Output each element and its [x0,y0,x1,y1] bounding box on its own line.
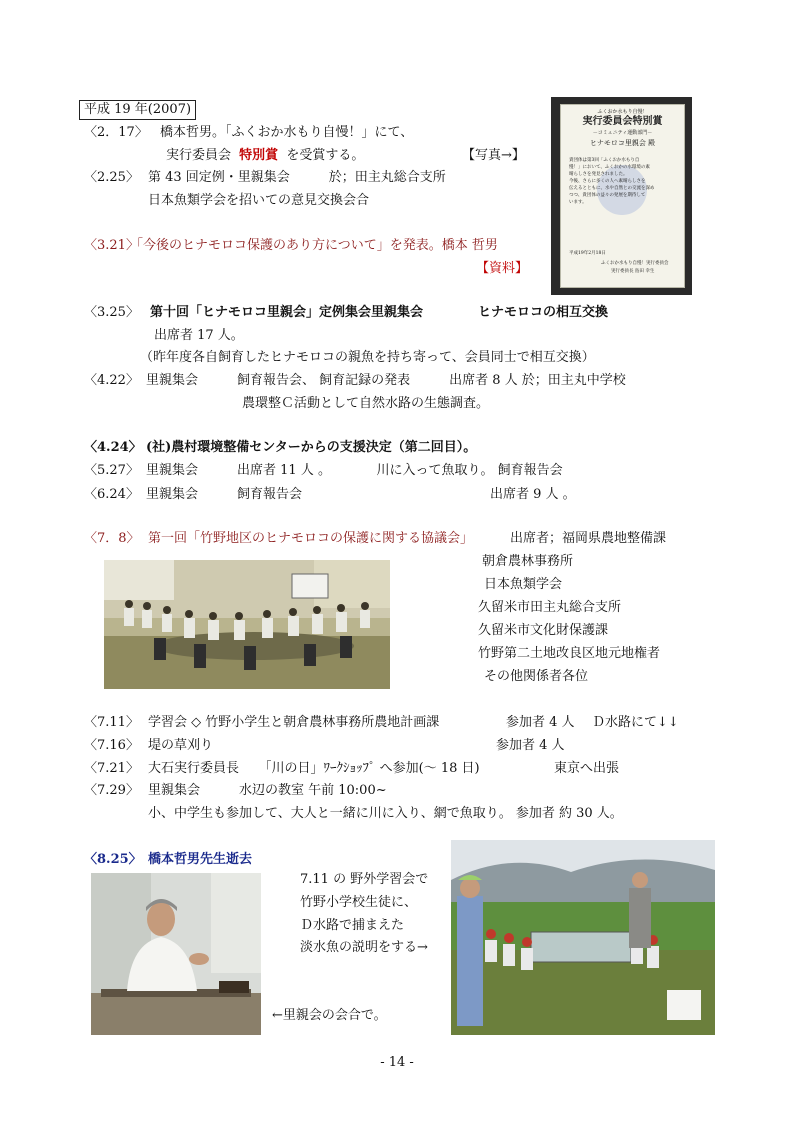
entry-place-0711: Ｄ水路にて↓↓ [592,715,679,730]
entry-text-0321: 「今後のヒナモロコ保護のあり方について」を発表。橋本 哲男 [130,238,498,253]
entry-text-0708: 第一回「竹野地区のヒナモロコの保護に関する協議会」 [148,531,474,546]
entry-text-0225-line2: 日本魚類学会を招いての意見交換会合 [148,193,370,208]
attendee-item: その他関係者各位 [484,669,589,684]
certificate-signer: 実行委員長 島田 幸生 [611,269,655,274]
entry-note-0325: （昨年度各自飼育したヒナモロコの親魚を持ち寄って、会員同士で相互交換） [140,350,595,365]
entry-text-0225: 第 43 回定例・里親集会 於；田主丸総合支所 [148,170,446,185]
entry-text-0217: 橋本哲男。「ふくおか水もり自慢！」にて、 [160,125,414,140]
entry-text-0325: 第十回「ヒナモロコ里親会」定例集会里親集会 [150,305,424,320]
portrait-image [91,873,261,1035]
entry-date-0716: 〈7.16〉 [84,738,139,753]
certificate-paper [560,104,685,288]
entry-date-0321: 〈3.21〉 [84,238,139,253]
entry-date-0721: 〈7.21〉 [84,761,139,776]
photo-reference: 【写真→】 [462,148,525,163]
entry-text-0624: 里親集会 飼育報告会 [146,487,303,502]
field-study-photo [451,840,715,1035]
entry-text-0527: 里親集会 出席者 11 人 。 川に入って魚取り。 飼育報告会 [146,463,563,478]
portrait-photo [91,873,261,1035]
entry-date-0708: 〈7．8〉 [84,531,140,546]
entry-text-0422-line2: 農環整Ｃ活動として自然水路の生態調査。 [242,396,490,411]
page-number: - 14 - [380,1055,414,1070]
document-reference: 【資料】 [476,261,529,276]
entry-date-0825: 〈8.25〉 [84,852,142,867]
portrait-caption: ←里親会の会合で。 [272,1008,387,1023]
attendee-item: 竹野第二土地改良区地元地権者 [478,646,661,661]
entry-text-0825: 橋本哲男先生逝去 [148,852,253,867]
entry-text-0422: 里親集会 飼育報告会、 飼育記録の発表 出席者 8 人 於；田主丸中学校 [146,373,626,388]
entry-attendance-0711: 参加者 4 人 [506,715,575,730]
entry-date-0424: 〈4.24〉 [84,440,142,455]
certificate-title: 実行委員会特別賞 [582,116,663,127]
field-caption-line4: 淡水魚の説明をする→ [300,940,428,955]
certificate-recipient: ヒナモロコ里親会 殿 [589,139,656,147]
field-caption-line1: 7.11 の 野外学習会で [300,872,429,887]
field-caption-line2: 竹野小学校生徒に、 [300,895,418,910]
entry-date-0325: 〈3.25〉 [84,305,139,320]
entry-date-0527: 〈5.27〉 [84,463,139,478]
entry-text-0711: 学習会 ◇ 竹野小学生と朝倉農林事務所農地計画課 [148,715,440,730]
entry-text-0721: 大石実行委員長 「川の日」ﾜｰｸｼｮｯﾌﾟ へ参加(～ 18 日) [148,761,480,776]
entry-date-0624: 〈6.24〉 [84,487,139,502]
field-caption-line3: Ｄ水路で捕まえた [300,918,405,933]
entry-attendance-0325: 出席者 17 人。 [154,328,244,343]
certificate-date: 平成19年2月18日 [569,251,606,256]
entry-text-0424: (社)農村環境整備センターからの支援決定（第二回目）。 [146,440,477,455]
award-certificate-photo [551,97,692,295]
certificate-body: 貴団体は第3回「ふくおか水もり自 慢！」において、ふくおかの水環境の素 晴らしさを発見されました。 今後、さらに多くの人へ素晴らしさを 伝えるとともに、水や自然との交流を深め つつ、貴団体の益々の発展を期待して います。 [569,158,655,205]
meeting-photo [104,560,390,689]
award-committee: 実行委員会 [166,148,232,163]
attendee-item: 日本魚類学会 [484,577,563,592]
attendee-item: 久留米市文化財保護課 [478,623,609,638]
entry-date-0711: 〈7.11〉 [84,715,139,730]
entry-award-line [166,147,364,165]
field-study-image [451,840,715,1035]
entry-date-0225: 〈2.25〉 [84,170,139,185]
certificate-org: ふくおか水もり自慢！実行委員会 [601,261,669,266]
entry-attendance-0716: 参加者 4 人 [496,738,565,753]
entry-text-0325-exchange: ヒナモロコの相互交換 [478,305,609,320]
meeting-room-image [104,560,390,689]
entry-text-0729-line2: 小、中学生も参加して、大人と一緒に川に入り、網で魚取り。 参加者 約 30 人。 [148,806,623,821]
year-label: 平成 19 年(2007) [79,100,196,120]
award-received: を受賞する。 [286,148,365,163]
entry-text-0716: 堤の草刈り [148,738,214,753]
attendee-item: 久留米市田主丸総合支所 [478,600,622,615]
attendee-item: 朝倉農林事務所 [482,554,574,569]
entry-text-0729: 里親集会 水辺の教室 午前 10:00~ [148,783,387,798]
certificate-sub: －コミュニティ運動部門－ [592,130,653,136]
certificate-header: ふくおか水もり自慢！ [597,109,648,115]
entry-attendance-0624: 出席者 9 人 。 [490,487,576,502]
entry-trip-0721: 東京へ出張 [554,761,620,776]
award-special-prize: 特別賞 [239,148,279,163]
entry-date-0729: 〈7.29〉 [84,783,139,798]
entry-attendees-label: 出席者；福岡県農地整備課 [510,531,667,546]
entry-date-0217: 〈2．17〉 [84,125,148,140]
entry-date-0422: 〈4.22〉 [84,373,139,388]
